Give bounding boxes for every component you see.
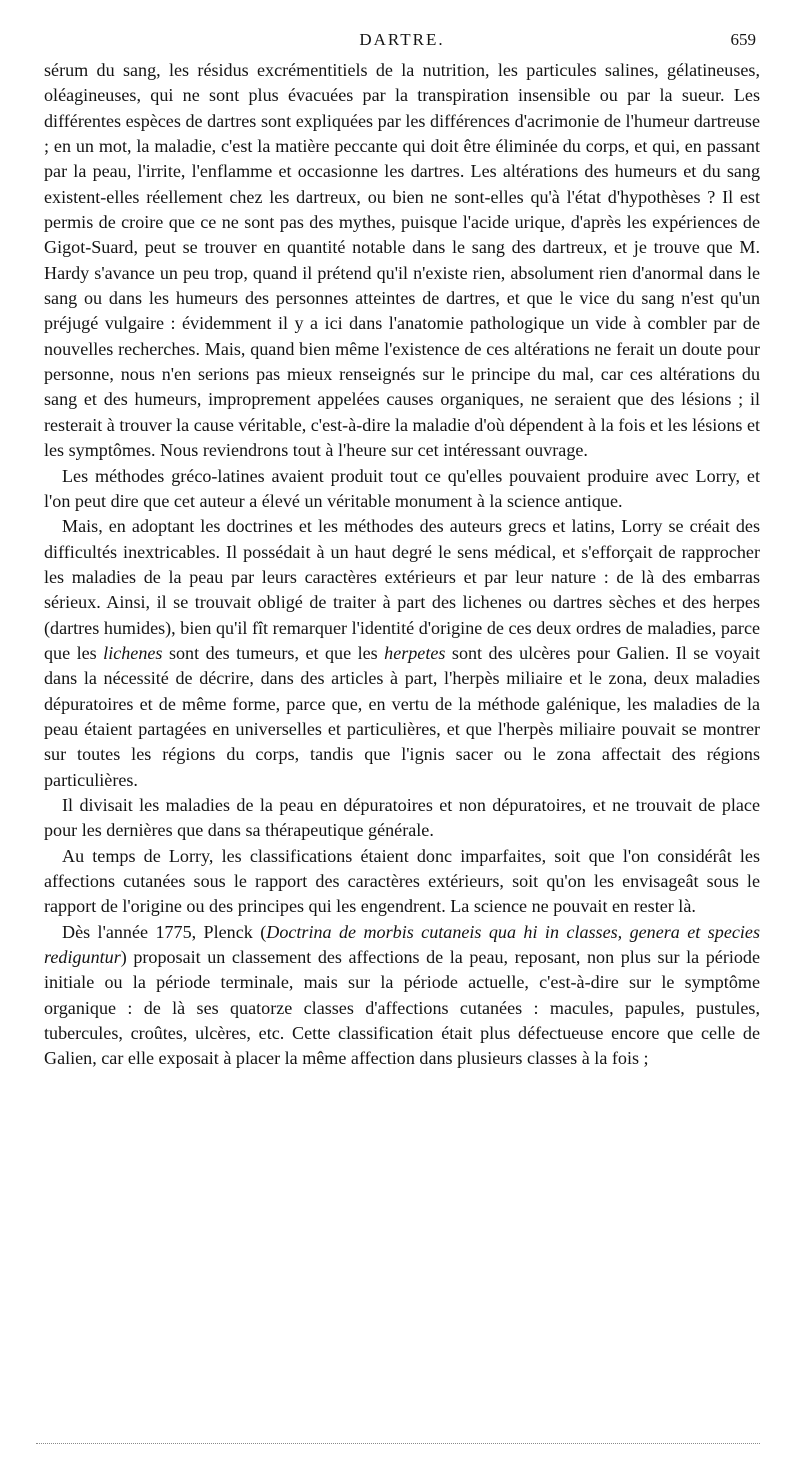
body-text — [44, 58, 760, 1072]
text-run: ) proposait un classement des affections de la peau, reposant, non plus sur la période initiale ou la période terminale, mais sur la période actuelle, c'est-à-dire sur le symptôme organique : de là ses quatorze classes d'affections cutanées : macules, papules, pustules, tubercules, croûtes, ulcères, etc. Cette classification était plus défectueuse encore que celle de Galien, car elle exposait à placer la même affection dans plusieurs classes à la fois ; — [44, 947, 760, 1069]
paragraph — [44, 514, 760, 793]
text-run: sont des tumeurs, et que les — [162, 642, 385, 663]
text-run: Au temps de Lorry, les classifications étaient donc imparfaites, soit que l'on considérât les affections cutanées sous le rapport des caractères extérieurs, soit qu'on les envisageât sous le rapport de l'origine ou des principes qui les engendrent. La science ne pouvait en rester là. — [44, 845, 760, 917]
italic-text: lichenes — [103, 642, 163, 663]
page-number: 659 — [730, 30, 756, 49]
italic-text: herpetes — [384, 642, 446, 663]
running-title: DARTRE. — [359, 30, 445, 49]
paragraph — [44, 464, 760, 515]
italic-text: Doctrina de morbis cutaneis qua hi in classes, genera et species rediguntur — [44, 921, 760, 968]
text-run: Les méthodes gréco-latines avaient produit tout ce qu'elles pouvaient produire avec Lorry, et l'on peut dire que cet auteur a élevé un véritable monument à la science antique. — [44, 465, 760, 511]
text-run: Mais, en adoptant les doctrines et les méthodes des auteurs grecs et latins, Lorry se créait des difficultés inextricables. Il possédait à un haut degré le sens médical, et s'efforçait de rapprocher les maladies de la peau par leurs caractères extérieurs et par leur nature : de là des embarras sérieux. Ainsi, il se trouvait obligé de traiter à part des lichenes ou dartres sèches et des herpes (dartres humides), bien qu'il fît remarquer l'identité d'origine de ces deux ordres de maladies, parce que les — [44, 516, 760, 663]
paragraph — [44, 920, 760, 1072]
text-run: sont des ulcères pour Galien. Il se voyait dans la nécessité de décrire, dans des articles à part, l'herpès miliaire et le zona, deux maladies dépuratoires et de même forme, parce que, en vertu de la méthode galénique, les maladies de la peau étaient partagées en universelles et particulières, et que l'herpès miliaire pouvait se montrer sur toutes les régions du corps, tandis que l'ignis sacer ou le zona affectait des régions particulières. — [44, 642, 760, 790]
text-run: sérum du sang, les résidus excrémentitiels de la nutrition, les particules salines, gélatineuses, oléagineuses, qui ne sont plus évacuées par la transpiration insensible ou par la sueur. Les différentes espèces de dartres sont expliquées par les différences d'acrimonie de l'humeur dartreuse ; en un mot, la maladie, c'est la matière peccante qui doit être éliminée du corps, et qui, en passant par la peau, l'irrite, l'enflamme et occasionne les dartres. Les altérations des humeurs et du sang existent-elles réellement chez les dartreux, ou bien ne sont-elles qu'à l'état d'hypothèses ? Il est permis de croire que ce ne sont pas des mythes, puisque l'acide urique, d'après les expériences de Gigot-Suard, peut se trouver en quantité notable dans le sang des dartreux, et je trouve que M. Hardy s'avance un peu trop, quand il prétend qu'il n'existe rien, absolument rien d'anormal dans le sang ou dans les humeurs des personnes atteintes de dartres, et que le vice du sang n'est qu'un préjugé vulgaire : évidemment il y a ici dans l'anatomie pathologique un vide à combler par de nouvelles recherches. Mais, quand bien même l'existence de ces altérations ne ferait un doute pour personne, nous n'en serions pas mieux renseignés sur le principe du mal, car ces altérations du sang et des humeurs, improprement appelées causes organiques, ne seraient que des lésions ; il resterait à trouver la cause véritable, c'est-à-dire la maladie d'où dépendent à la fois et les lésions et les symptômes. Nous reviendrons tout à l'heure sur cet intéressant ouvrage. — [44, 60, 760, 461]
paragraph — [44, 58, 760, 464]
paragraph — [44, 844, 760, 920]
text-run: Il divisait les maladies de la peau en dépuratoires et non dépuratoires, et ne trouvait de place pour les dernières que dans sa thérapeutique générale. — [44, 794, 760, 841]
footer-dotted-rule — [36, 1443, 760, 1444]
running-header — [44, 30, 760, 56]
paragraph — [44, 793, 760, 844]
text-run: Dès l'année 1775, Plenck ( — [62, 921, 267, 942]
